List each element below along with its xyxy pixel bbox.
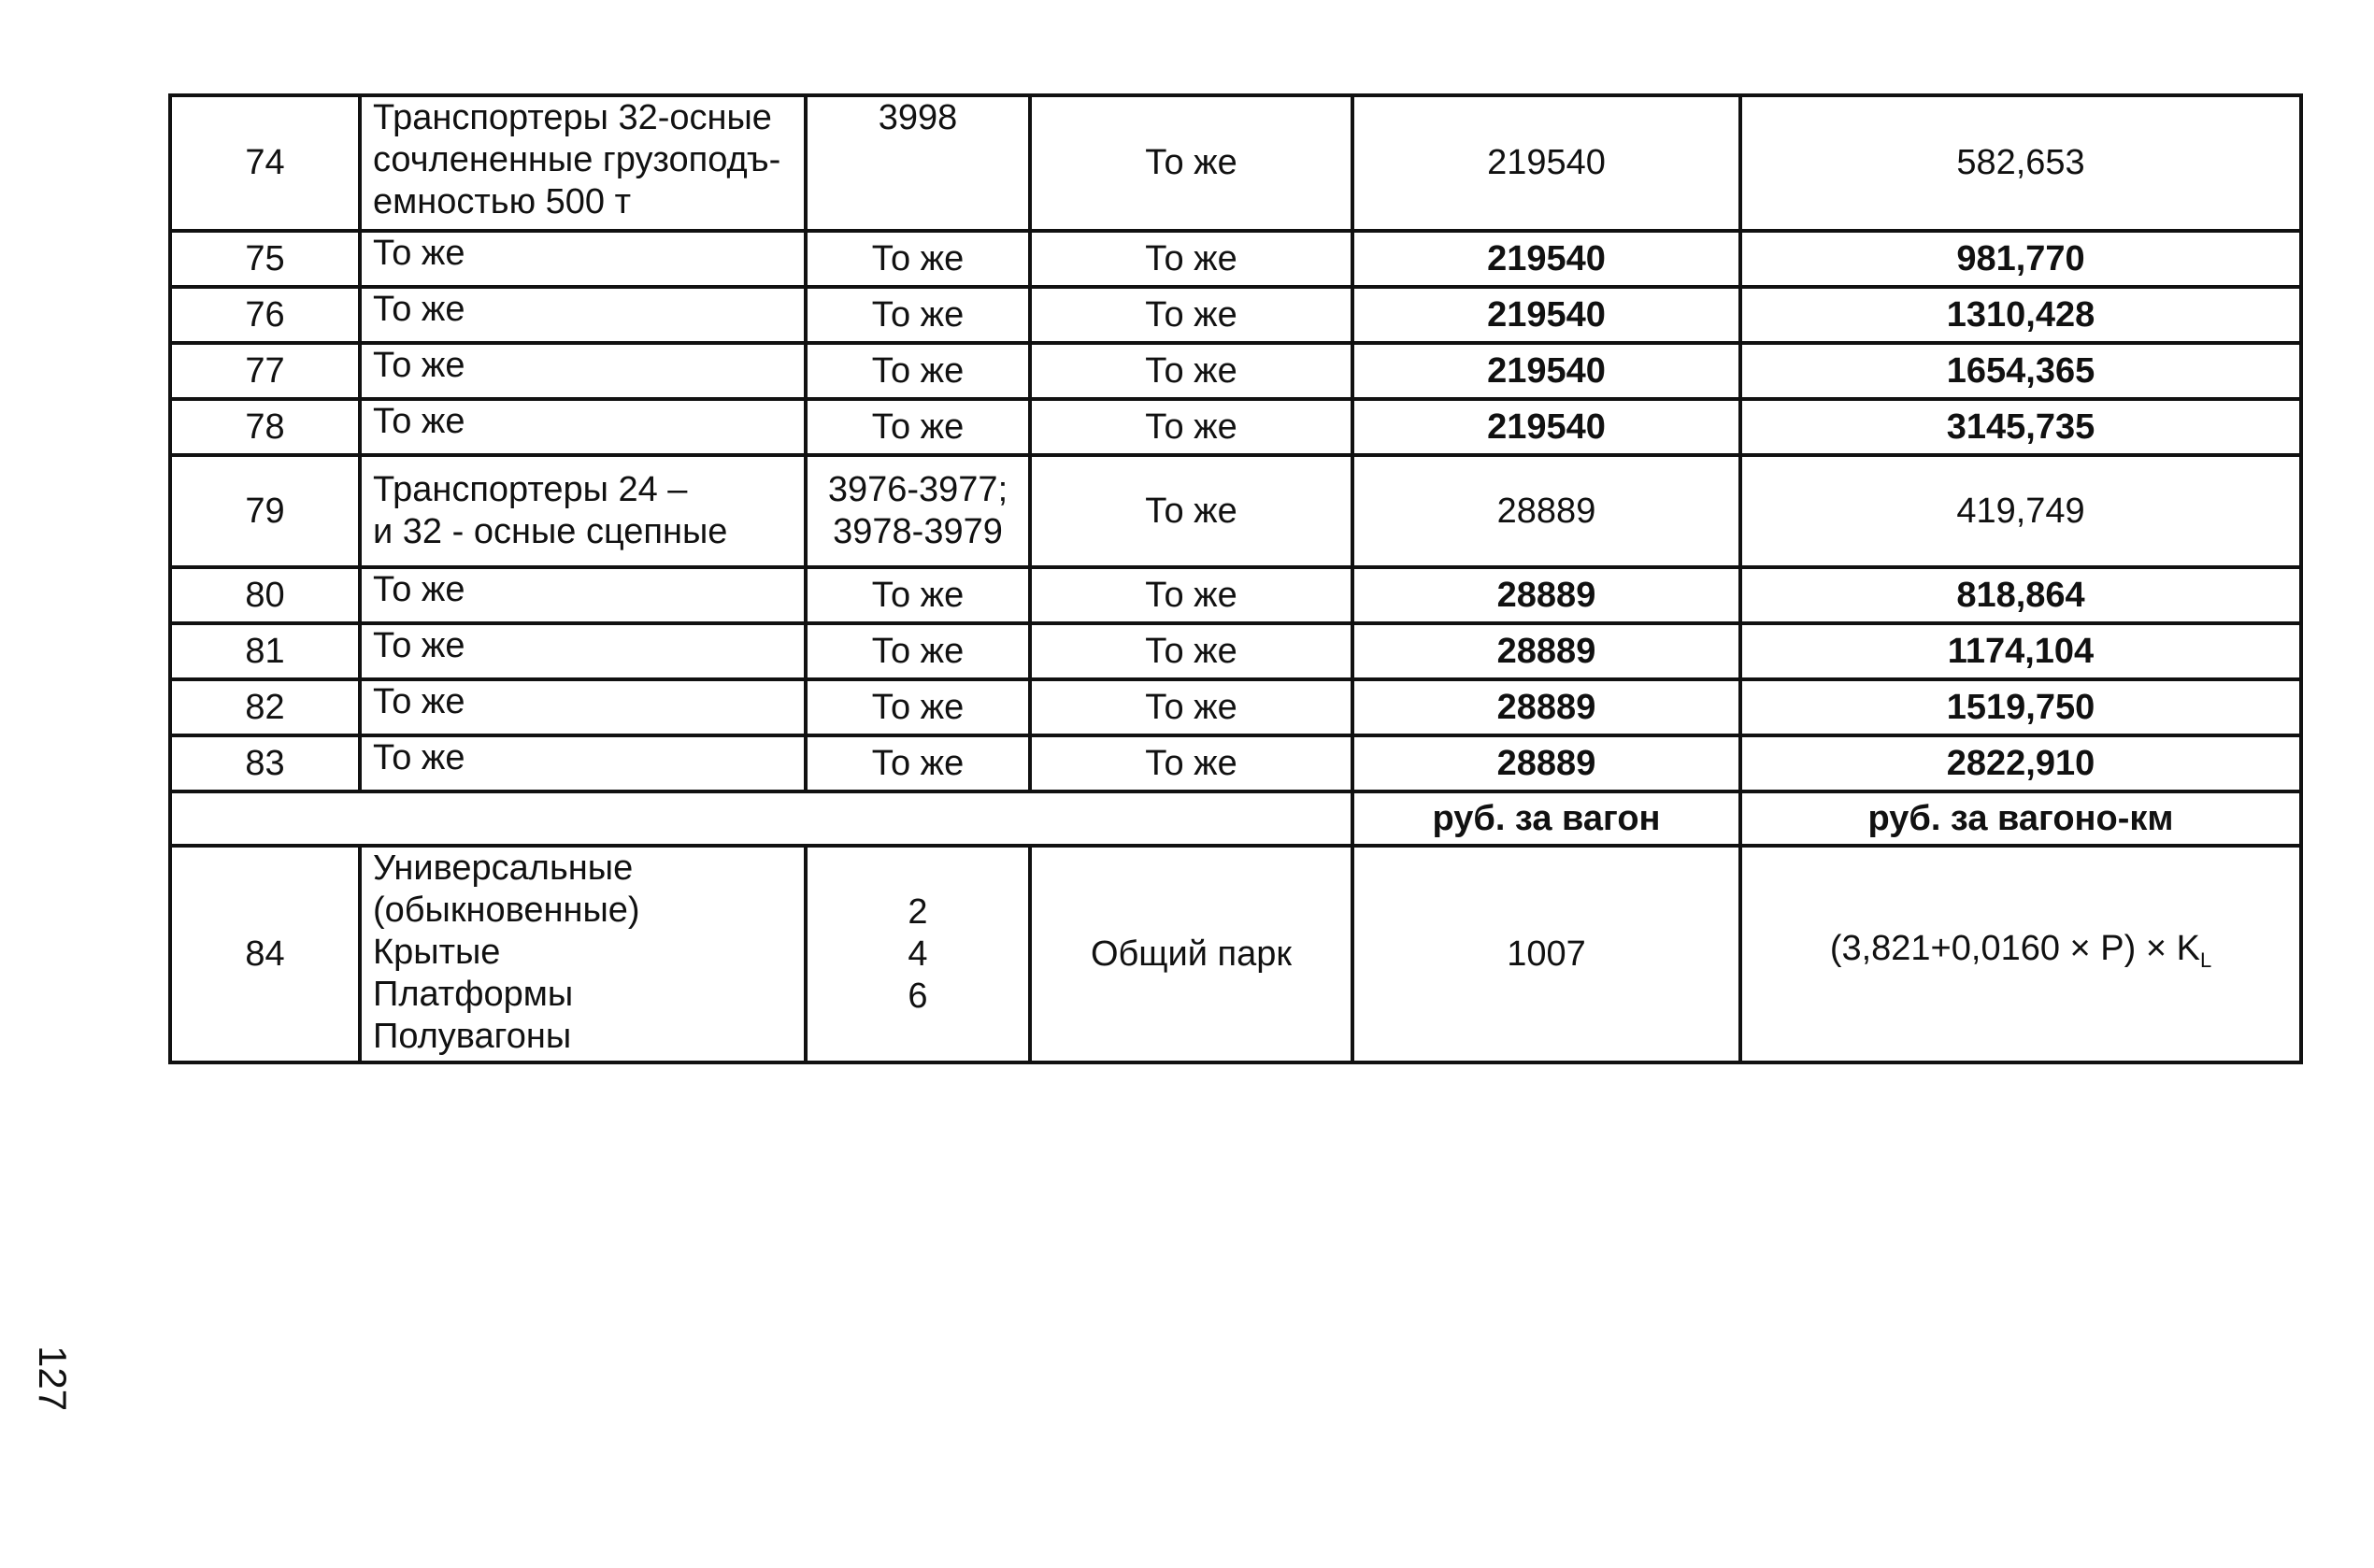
row-description [360, 287, 806, 343]
row-code-line: То же [871, 294, 965, 335]
row-code [806, 399, 1030, 455]
row-description [360, 231, 806, 287]
row-description [360, 735, 806, 791]
table-row [170, 95, 2301, 231]
row-code [806, 95, 1030, 231]
table-row [170, 399, 2301, 455]
row-value: 1310,428 [1740, 287, 2301, 343]
row-description-line: и 32 - осные сцепные [373, 512, 728, 551]
row-value: 1519,750 [1740, 679, 2301, 735]
row-rate: 219540 [1352, 399, 1740, 455]
row-description-line: То же [373, 290, 465, 329]
row-description [360, 846, 806, 1062]
table-row [170, 567, 2301, 623]
row-number: 84 [170, 846, 360, 1062]
row-value: 419,749 [1740, 455, 2301, 567]
row-number: 75 [170, 231, 360, 287]
row-code-line: То же [871, 238, 965, 278]
table-row [170, 455, 2301, 567]
row-park: То же [1030, 95, 1352, 231]
row-formula [1740, 846, 2301, 1062]
row-description-line: То же [373, 234, 465, 273]
row-code-line: 4 [908, 934, 928, 974]
row-park: Общий парк [1030, 846, 1352, 1062]
row-description [360, 343, 806, 399]
table-row [170, 343, 2301, 399]
row-description [360, 679, 806, 735]
row-description-line: Полувагоны [373, 1017, 572, 1056]
row-number: 79 [170, 455, 360, 567]
row-description [360, 399, 806, 455]
page-number: 127 [31, 1346, 75, 1412]
row-description-line: Платформы [373, 975, 574, 1014]
row-code-line: То же [871, 743, 965, 783]
table-row [170, 231, 2301, 287]
row-description [360, 455, 806, 567]
row-value: 1174,104 [1740, 623, 2301, 679]
row-value: 981,770 [1740, 231, 2301, 287]
row-park: То же [1030, 455, 1352, 567]
row-rate: 28889 [1352, 735, 1740, 791]
row-number: 77 [170, 343, 360, 399]
row-rate: 219540 [1352, 95, 1740, 231]
row-code-line: 2 [908, 891, 928, 932]
row-description-line: То же [373, 346, 465, 385]
row-description-line: То же [373, 402, 465, 441]
table-row [170, 623, 2301, 679]
row-rate: 219540 [1352, 287, 1740, 343]
row-number: 78 [170, 399, 360, 455]
row-park: То же [1030, 679, 1352, 735]
units-row [170, 791, 2301, 846]
row-rate: 28889 [1352, 679, 1740, 735]
row-code [806, 623, 1030, 679]
row-code-line: 3998 [878, 98, 958, 137]
row-description-line: емностью 500 т [373, 182, 632, 221]
row-code [806, 231, 1030, 287]
row-description-line: (обыкновенные) [373, 891, 640, 930]
units-row-blank [170, 791, 1352, 846]
row-description-line: Крытые [373, 933, 501, 972]
row-description [360, 567, 806, 623]
row-number: 83 [170, 735, 360, 791]
row-number: 74 [170, 95, 360, 231]
row-park: То же [1030, 343, 1352, 399]
row-description-line: Универсальные [373, 848, 634, 888]
row-code-line: 6 [908, 976, 928, 1016]
row-rate: 28889 [1352, 455, 1740, 567]
row-code [806, 343, 1030, 399]
rate-unit: руб. за вагон [1352, 791, 1740, 846]
row-description [360, 623, 806, 679]
row-rate: 219540 [1352, 343, 1740, 399]
row-rate: 1007 [1352, 846, 1740, 1062]
row-number: 80 [170, 567, 360, 623]
row-rate: 28889 [1352, 623, 1740, 679]
row-value: 3145,735 [1740, 399, 2301, 455]
row-value: 582,653 [1740, 95, 2301, 231]
row-code-line: 3976-3977; [827, 470, 1008, 509]
row-code-line: 3978-3979 [833, 512, 1003, 551]
row-description-line: То же [373, 682, 465, 721]
row-number: 82 [170, 679, 360, 735]
row-park: То же [1030, 231, 1352, 287]
row-value: 1654,365 [1740, 343, 2301, 399]
row-code [806, 455, 1030, 567]
row-park: То же [1030, 623, 1352, 679]
value-unit: руб. за вагоно-км [1740, 791, 2301, 846]
row-code-line: То же [871, 406, 965, 447]
tariff-table [168, 93, 2303, 1064]
row-description-line: То же [373, 738, 465, 777]
row-description [360, 95, 806, 231]
row-code-line: То же [871, 631, 965, 671]
tariff-table-body [170, 95, 2301, 1062]
row-description-line: То же [373, 570, 465, 609]
row-description-line: сочлененные грузоподъ- [373, 140, 781, 179]
row-description-line: То же [373, 626, 465, 665]
row-number: 81 [170, 623, 360, 679]
row-park: То же [1030, 735, 1352, 791]
row-park: То же [1030, 287, 1352, 343]
row-code [806, 846, 1030, 1062]
formula-main: (3,821+0,0160 × P) × K [1829, 928, 2200, 968]
row-park: То же [1030, 567, 1352, 623]
table-row [170, 735, 2301, 791]
row-code [806, 735, 1030, 791]
row-description-line: Транспортеры 24 – [373, 470, 688, 509]
row-description-line: Транспортеры 32-осные [373, 98, 772, 137]
row-rate: 219540 [1352, 231, 1740, 287]
row-rate: 28889 [1352, 567, 1740, 623]
table-row [170, 679, 2301, 735]
formula-subscript: L [2199, 948, 2212, 972]
table-row [170, 287, 2301, 343]
row-code [806, 567, 1030, 623]
row-code-line: То же [871, 575, 965, 615]
row-value: 2822,910 [1740, 735, 2301, 791]
row-code [806, 287, 1030, 343]
row-value: 818,864 [1740, 567, 2301, 623]
row-code-line: То же [871, 687, 965, 727]
row-code-line: То же [871, 350, 965, 391]
row-code [806, 679, 1030, 735]
table-row [170, 846, 2301, 1062]
row-number: 76 [170, 287, 360, 343]
row-park: То же [1030, 399, 1352, 455]
